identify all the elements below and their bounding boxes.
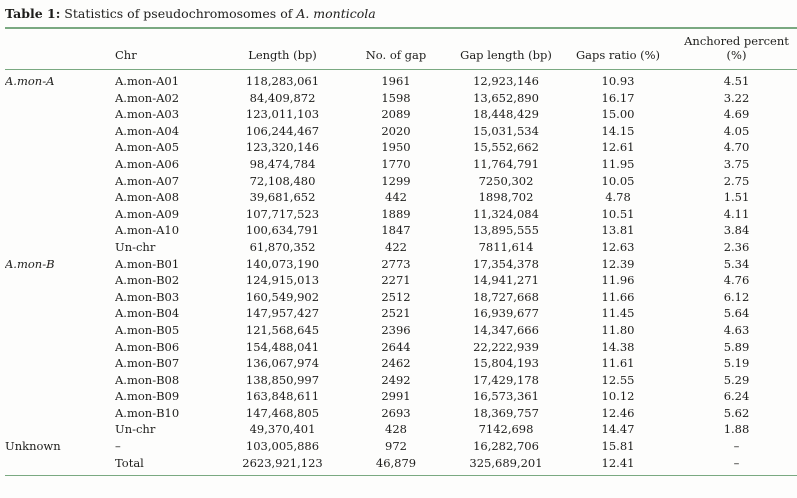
cell-gaps-ratio: 15.81: [601, 439, 635, 454]
cell-gaps-ratio: 12.61: [601, 140, 635, 155]
column-header-no-of-gap: No. of gap: [340, 28, 452, 70]
cell-anchored-percent: 5.29: [723, 372, 750, 387]
cell-chr: –: [115, 439, 121, 454]
column-header-gaps-ratio: Gaps ratio (%): [560, 28, 676, 70]
table-row: [5, 139, 797, 156]
cell-group: [5, 355, 115, 372]
cell-length: 147,957,427: [245, 306, 320, 321]
cell-group: [5, 421, 115, 438]
cell-chr: A.mon-B04: [115, 306, 180, 321]
cell-chr: A.mon-B05: [115, 322, 180, 337]
cell-anchored-percent: 3.75: [723, 156, 750, 171]
column-header-gap-length: Gap length (bp): [452, 28, 560, 70]
cell-length: 72,108,480: [249, 173, 316, 188]
column-header-group: [5, 28, 115, 70]
cell-no-of-gap: 1770: [381, 156, 411, 171]
cell-no-of-gap: 1889: [381, 206, 411, 221]
cell-chr: A.mon-A01: [115, 74, 180, 88]
cell-group: [5, 189, 115, 206]
cell-group: [5, 139, 115, 156]
cell-anchored-percent: 4.11: [723, 206, 750, 221]
cell-gap-length: 1898,702: [478, 190, 534, 205]
cell-anchored-percent: 4.76: [723, 273, 750, 288]
table-caption: [5, 0, 792, 21]
cell-group: [5, 222, 115, 239]
cell-chr: A.mon-A07: [115, 173, 180, 188]
cell-gap-length: 12,923,146: [473, 74, 539, 88]
table-row: [5, 256, 797, 273]
cell-chr: Un-chr: [115, 239, 156, 254]
cell-anchored-percent: 5.89: [723, 339, 750, 354]
cell-group: [5, 239, 115, 256]
cell-length: 118,283,061: [245, 74, 320, 88]
cell-no-of-gap: 2089: [381, 107, 411, 122]
table-row: [5, 289, 797, 306]
column-header-anchored-percent: Anchored percent (%): [676, 28, 797, 70]
cell-gap-length: 11,324,084: [473, 206, 539, 221]
cell-no-of-gap: 46,879: [375, 455, 417, 470]
table-row: [5, 239, 797, 256]
cell-group: [5, 156, 115, 173]
cell-anchored-percent: 2.36: [723, 239, 750, 254]
cell-gap-length: 16,573,361: [473, 389, 539, 404]
pseudochromosome-stats-table: [5, 27, 797, 476]
cell-group: [5, 272, 115, 289]
cell-no-of-gap: 1961: [381, 74, 411, 88]
cell-no-of-gap: 2492: [381, 372, 411, 387]
cell-anchored-percent: 3.84: [723, 223, 750, 238]
cell-gap-length: 7142,698: [478, 422, 534, 437]
cell-group: [5, 123, 115, 140]
cell-gap-length: 7811,614: [478, 239, 534, 254]
cell-length: 103,005,886: [245, 439, 320, 454]
cell-length: 163,848,611: [245, 389, 320, 404]
cell-group: [5, 173, 115, 190]
cell-gaps-ratio: 11.96: [601, 273, 635, 288]
cell-chr: A.mon-A04: [115, 123, 180, 138]
cell-group: [5, 455, 115, 476]
cell-chr: A.mon-B03: [115, 289, 180, 304]
cell-chr: A.mon-A06: [115, 156, 180, 171]
table-row: [5, 70, 797, 90]
cell-no-of-gap: 428: [385, 422, 407, 437]
cell-group: [5, 90, 115, 107]
cell-length: 2623,921,123: [242, 455, 323, 470]
cell-anchored-percent: 4.69: [723, 107, 750, 122]
cell-length: 61,870,352: [249, 239, 316, 254]
cell-length: 107,717,523: [245, 206, 320, 221]
cell-gaps-ratio: 12.39: [601, 256, 635, 271]
cell-no-of-gap: 2462: [381, 356, 411, 371]
cell-no-of-gap: 1950: [381, 140, 411, 155]
cell-length: 160,549,902: [245, 289, 320, 304]
cell-length: 39,681,652: [249, 190, 316, 205]
caption-species-name: A. monticola: [296, 6, 376, 21]
cell-group: A.mon-A: [5, 74, 55, 88]
table-row: [5, 90, 797, 107]
cell-length: 140,073,190: [245, 256, 320, 271]
cell-length: 138,850,997: [245, 372, 320, 387]
cell-chr: A.mon-A05: [115, 140, 180, 155]
cell-gaps-ratio: 12.46: [601, 405, 635, 420]
cell-chr: A.mon-A03: [115, 107, 180, 122]
cell-length: 100,634,791: [245, 223, 320, 238]
table-row: [5, 388, 797, 405]
cell-anchored-percent: 4.05: [723, 123, 750, 138]
table-row: [5, 123, 797, 140]
cell-gaps-ratio: 10.05: [601, 173, 635, 188]
table-header: [5, 28, 797, 70]
cell-gaps-ratio: 14.15: [601, 123, 635, 138]
cell-anchored-percent: 5.62: [723, 405, 750, 420]
cell-gap-length: 22,222,939: [473, 339, 539, 354]
cell-anchored-percent: 3.22: [723, 90, 750, 105]
header-row: [5, 28, 797, 70]
cell-gaps-ratio: 10.93: [601, 74, 635, 88]
cell-chr: A.mon-A08: [115, 190, 180, 205]
cell-gap-length: 11,764,791: [473, 156, 539, 171]
cell-group: [5, 106, 115, 123]
cell-gap-length: 16,282,706: [473, 439, 539, 454]
cell-gap-length: 16,939,677: [473, 306, 539, 321]
cell-group: [5, 405, 115, 422]
cell-length: 147,468,805: [245, 405, 320, 420]
cell-no-of-gap: 1299: [381, 173, 411, 188]
cell-no-of-gap: 422: [385, 239, 407, 254]
cell-length: 49,370,401: [249, 422, 316, 437]
cell-length: 98,474,784: [249, 156, 316, 171]
cell-gap-length: 325,689,201: [469, 455, 543, 470]
cell-group: [5, 289, 115, 306]
cell-group: A.mon-B: [5, 256, 55, 271]
cell-anchored-percent: 4.70: [723, 140, 750, 155]
cell-gaps-ratio: 11.80: [601, 322, 635, 337]
cell-anchored-percent: 5.64: [723, 306, 750, 321]
cell-gaps-ratio: 11.66: [601, 289, 635, 304]
cell-gaps-ratio: 13.81: [601, 223, 635, 238]
cell-no-of-gap: 2773: [381, 256, 411, 271]
cell-gap-length: 15,804,193: [473, 356, 539, 371]
cell-no-of-gap: 1598: [381, 90, 411, 105]
cell-no-of-gap: 2020: [381, 123, 411, 138]
table-row: [5, 106, 797, 123]
cell-gaps-ratio: 16.17: [601, 90, 635, 105]
cell-length: 123,320,146: [245, 140, 320, 155]
table-row: [5, 339, 797, 356]
table-row: [5, 421, 797, 438]
cell-gap-length: 18,727,668: [473, 289, 539, 304]
cell-gap-length: 14,941,271: [473, 273, 539, 288]
cell-chr: A.mon-B08: [115, 372, 180, 387]
cell-anchored-percent: –: [733, 439, 740, 454]
cell-chr: A.mon-B07: [115, 356, 180, 371]
cell-anchored-percent: 5.34: [723, 256, 750, 271]
cell-gaps-ratio: 10.51: [601, 206, 635, 221]
cell-gaps-ratio: 14.38: [601, 339, 635, 354]
table-row: [5, 272, 797, 289]
cell-no-of-gap: 1847: [381, 223, 411, 238]
cell-anchored-percent: 1.51: [723, 190, 750, 205]
cell-anchored-percent: 5.19: [723, 356, 750, 371]
cell-gaps-ratio: 11.45: [601, 306, 635, 321]
cell-length: 124,915,013: [245, 273, 320, 288]
cell-anchored-percent: 4.63: [723, 322, 750, 337]
cell-gaps-ratio: 12.55: [601, 372, 635, 387]
cell-gap-length: 17,354,378: [473, 256, 539, 271]
cell-gaps-ratio: 14.47: [601, 422, 635, 437]
cell-gap-length: 15,552,662: [473, 140, 539, 155]
cell-anchored-percent: –: [733, 455, 740, 470]
table-row: [5, 322, 797, 339]
table-row: [5, 305, 797, 322]
cell-group: Unknown: [5, 439, 61, 454]
cell-gap-length: 13,652,890: [473, 90, 539, 105]
cell-group: [5, 305, 115, 322]
cell-gap-length: 18,369,757: [473, 405, 539, 420]
cell-chr: A.mon-A10: [115, 223, 180, 238]
cell-gaps-ratio: 12.41: [601, 455, 635, 470]
cell-gap-length: 7250,302: [478, 173, 534, 188]
cell-length: 136,067,974: [245, 356, 320, 371]
cell-length: 84,409,872: [249, 90, 316, 105]
cell-gaps-ratio: 11.61: [601, 356, 635, 371]
table-row: [5, 189, 797, 206]
cell-no-of-gap: 2396: [381, 322, 411, 337]
cell-chr: Total: [115, 455, 144, 470]
cell-chr: A.mon-B06: [115, 339, 180, 354]
cell-group: [5, 322, 115, 339]
cell-chr: Un-chr: [115, 422, 156, 437]
table-row: [5, 438, 797, 455]
table-row: [5, 355, 797, 372]
cell-group: [5, 339, 115, 356]
caption-table-number: Table 1:: [5, 6, 61, 21]
table-row: [5, 405, 797, 422]
cell-anchored-percent: 6.12: [723, 289, 750, 304]
cell-chr: A.mon-B10: [115, 405, 180, 420]
cell-no-of-gap: 2644: [381, 339, 411, 354]
cell-anchored-percent: 6.24: [723, 389, 750, 404]
table-body: [5, 70, 797, 476]
cell-gaps-ratio: 15.00: [601, 107, 635, 122]
table-row: [5, 156, 797, 173]
cell-gap-length: 17,429,178: [473, 372, 539, 387]
cell-group: [5, 206, 115, 223]
cell-gaps-ratio: 12.63: [601, 239, 635, 254]
cell-group: [5, 372, 115, 389]
table-row: [5, 455, 797, 476]
cell-group: [5, 388, 115, 405]
caption-text: Statistics of pseudochromosomes of: [60, 6, 297, 21]
cell-gaps-ratio: 4.78: [605, 190, 631, 205]
cell-no-of-gap: 442: [385, 190, 407, 205]
cell-gap-length: 14,347,666: [473, 322, 539, 337]
cell-gap-length: 13,895,555: [473, 223, 539, 238]
cell-gaps-ratio: 11.95: [601, 156, 635, 171]
cell-chr: A.mon-A09: [115, 206, 180, 221]
table-row: [5, 173, 797, 190]
cell-length: 154,488,041: [245, 339, 320, 354]
cell-anchored-percent: 1.88: [723, 422, 750, 437]
cell-gaps-ratio: 10.12: [601, 389, 635, 404]
cell-gap-length: 15,031,534: [473, 123, 539, 138]
cell-length: 121,568,645: [245, 322, 320, 337]
cell-no-of-gap: 972: [385, 439, 407, 454]
cell-no-of-gap: 2991: [381, 389, 411, 404]
cell-chr: A.mon-B01: [115, 256, 180, 271]
cell-gap-length: 18,448,429: [473, 107, 539, 122]
cell-no-of-gap: 2521: [381, 306, 411, 321]
cell-chr: A.mon-A02: [115, 90, 180, 105]
cell-no-of-gap: 2512: [381, 289, 411, 304]
cell-chr: A.mon-B09: [115, 389, 180, 404]
cell-anchored-percent: 4.51: [723, 74, 750, 88]
cell-length: 106,244,467: [245, 123, 320, 138]
table-row: [5, 222, 797, 239]
cell-chr: A.mon-B02: [115, 273, 180, 288]
cell-no-of-gap: 2693: [381, 405, 411, 420]
cell-length: 123,011,103: [245, 107, 320, 122]
cell-anchored-percent: 2.75: [723, 173, 750, 188]
table-row: [5, 206, 797, 223]
column-header-chr: Chr: [115, 28, 225, 70]
table-row: [5, 372, 797, 389]
column-header-length: Length (bp): [225, 28, 340, 70]
cell-no-of-gap: 2271: [381, 273, 411, 288]
